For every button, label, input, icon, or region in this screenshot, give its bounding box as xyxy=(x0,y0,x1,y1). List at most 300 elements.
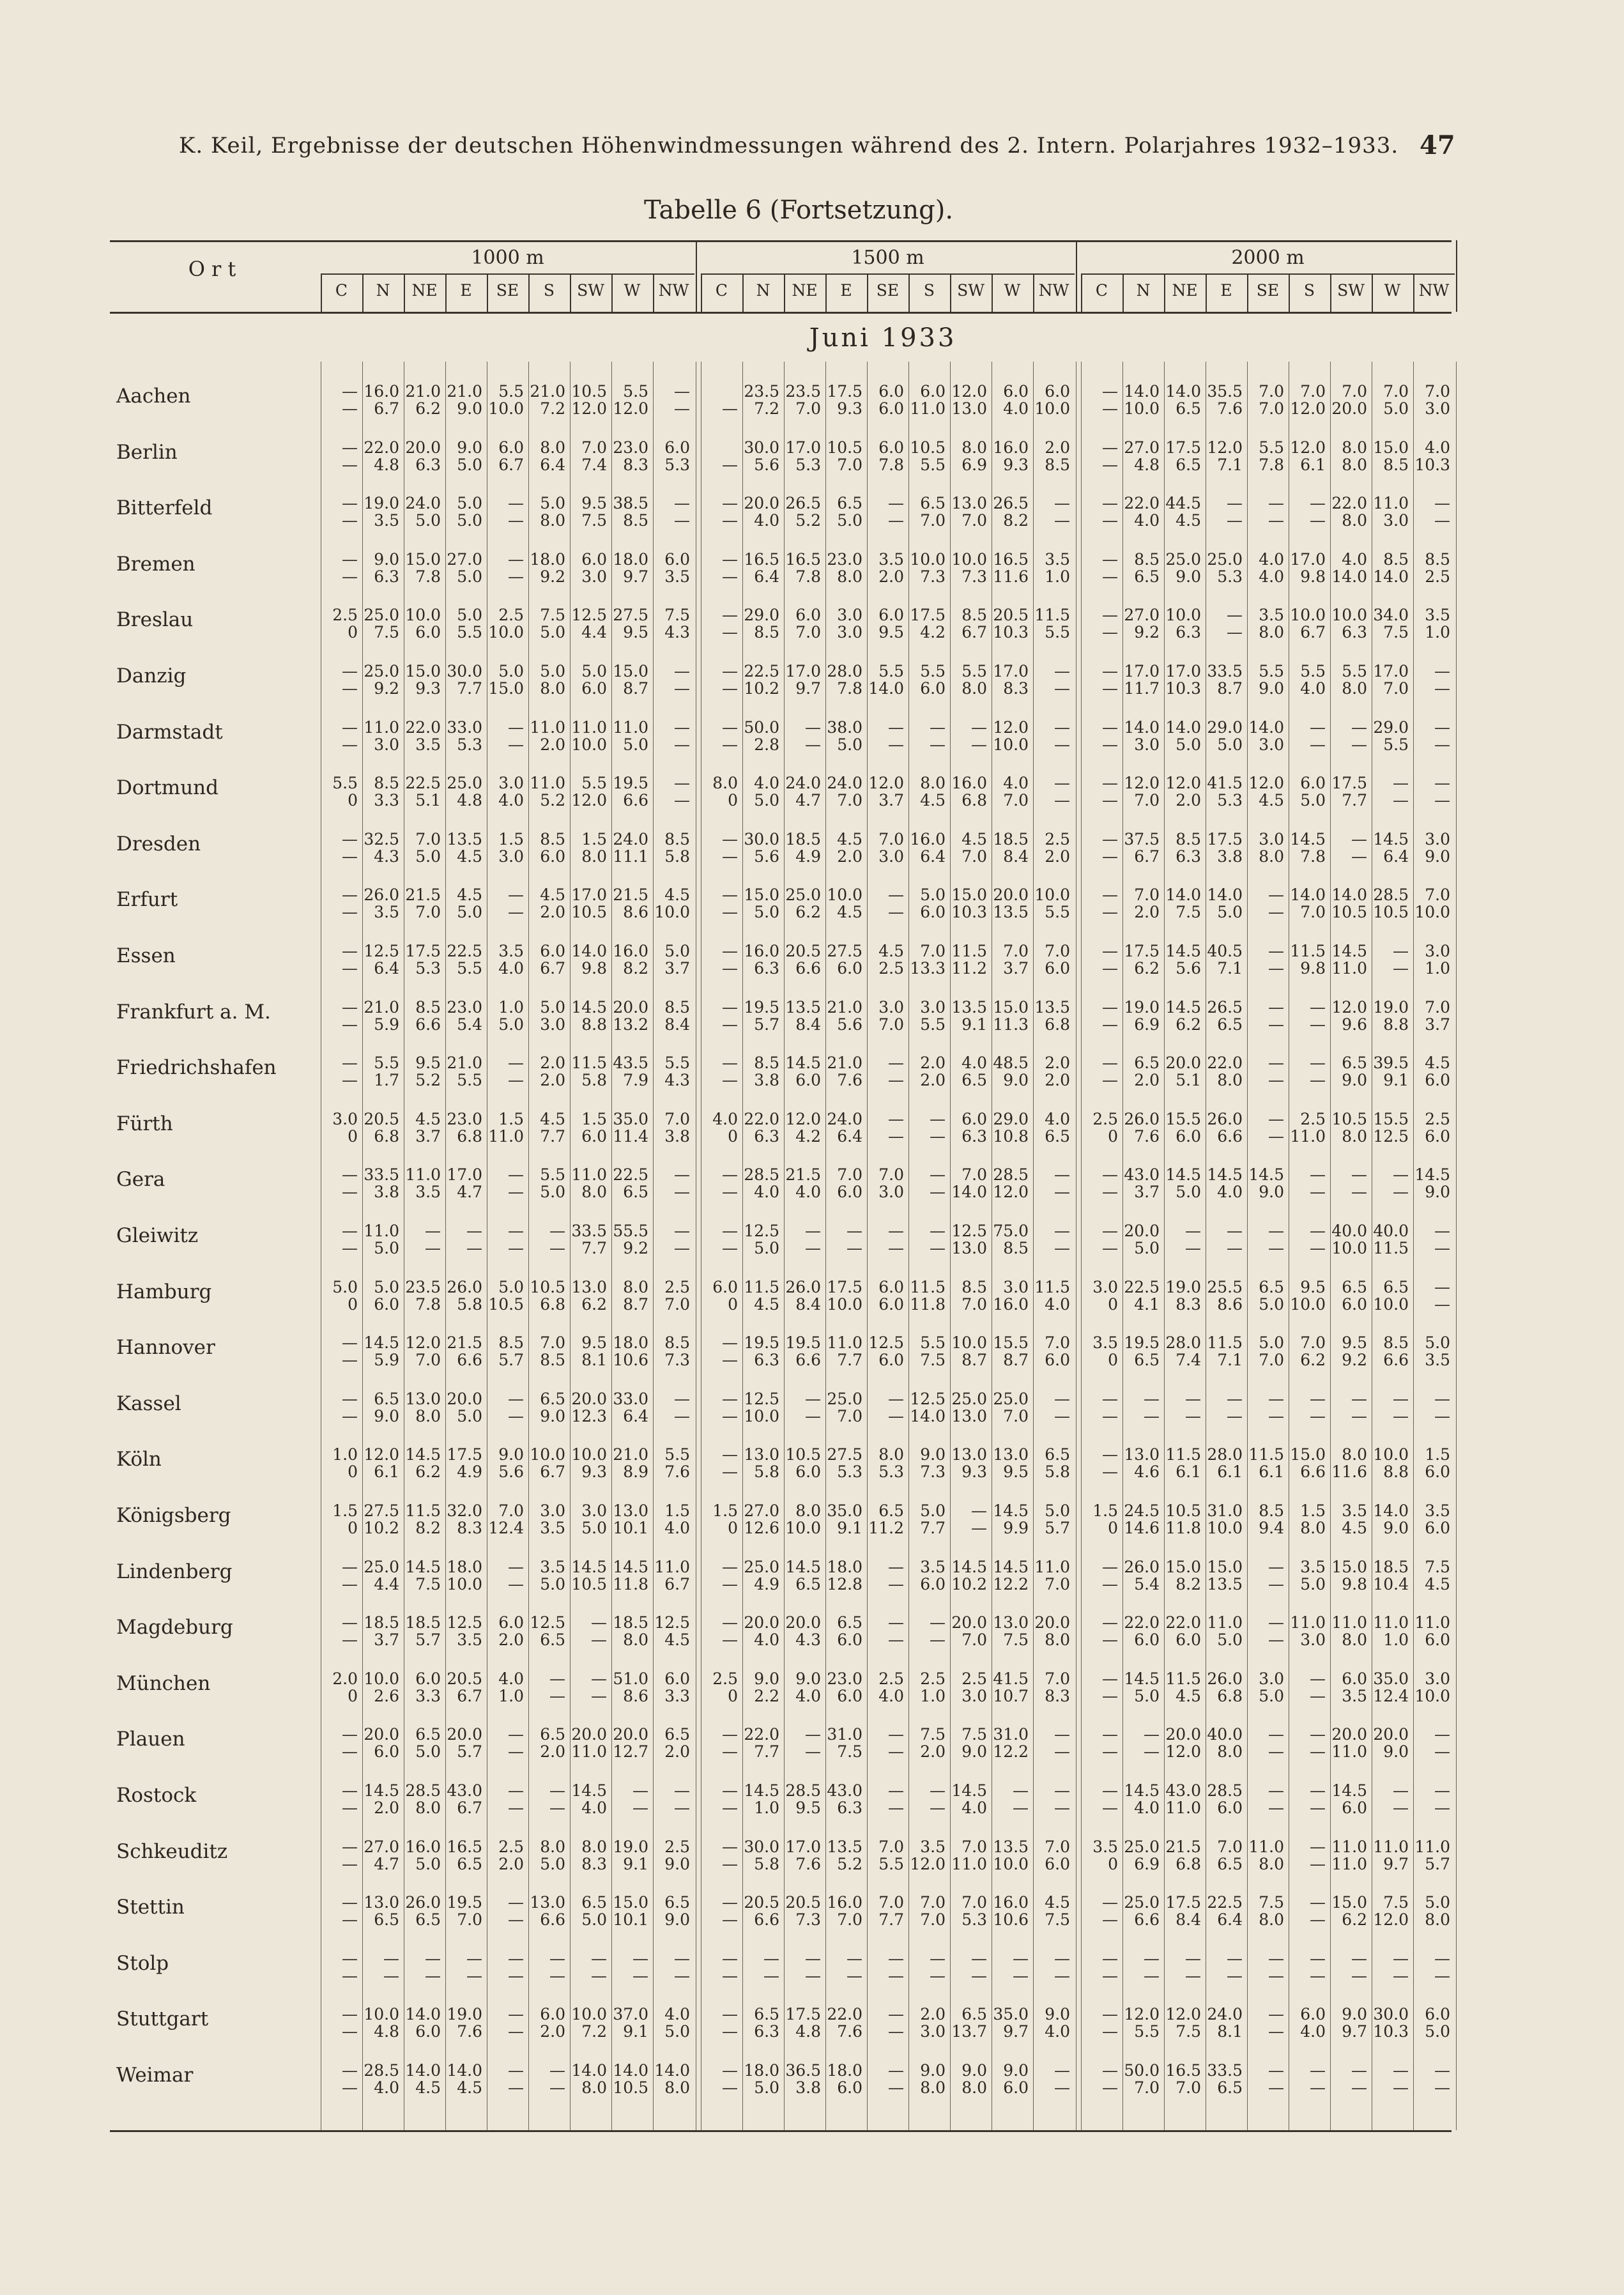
table-cell: 22.5 xyxy=(744,662,779,680)
table-cell: 14.0 xyxy=(1124,718,1160,737)
table-cell: 8.2 xyxy=(1003,511,1029,530)
table-cell: 21.5 xyxy=(1165,1837,1201,1856)
table-cell: — xyxy=(722,1631,738,1650)
table-cell: 7.7 xyxy=(457,679,482,698)
table-cell: 12.3 xyxy=(571,1406,607,1425)
table-cell: 9.3 xyxy=(837,399,862,418)
table-cell: 9.2 xyxy=(623,1239,648,1257)
table-cell: — xyxy=(1054,1165,1070,1185)
table-cell: 5.0 xyxy=(837,511,862,530)
table-cell: 35.0 xyxy=(613,1109,648,1128)
table-cell: 8.0 xyxy=(1217,1071,1243,1090)
table-cell: 13.0 xyxy=(364,1893,399,1912)
station-name xyxy=(116,1784,196,1807)
table-cell: 12.6 xyxy=(744,1519,779,1537)
table-cell: 8.0 xyxy=(1217,1742,1243,1762)
table-cell: — xyxy=(549,1686,565,1705)
table-cell: 21.0 xyxy=(530,382,565,401)
table-cell: 5.3 xyxy=(415,959,441,978)
table-cell: — xyxy=(888,886,904,905)
table-cell: 27.5 xyxy=(364,1501,399,1520)
altitude-group-label: 1500 m xyxy=(851,247,924,269)
table-cell: 11.0 xyxy=(405,1165,441,1185)
table-cell: 34.0 xyxy=(1373,606,1409,625)
table-cell: — xyxy=(1102,1893,1118,1912)
table-cell: 17.5 xyxy=(1124,942,1160,960)
station-name xyxy=(116,1448,162,1471)
table-cell: — xyxy=(930,1126,946,1146)
table-cell: 7.5 xyxy=(920,1351,946,1370)
table-cell: — xyxy=(1393,1165,1409,1185)
table-cell: 5.5 xyxy=(1300,662,1326,680)
table-cell: 7.0 xyxy=(1003,1406,1029,1425)
table-cell: 24.0 xyxy=(405,494,441,513)
table-cell: 11.0 xyxy=(1034,1557,1070,1576)
table-cell: 3.7 xyxy=(415,1126,441,1146)
table-cell: 7.0 xyxy=(415,903,441,922)
table-cell: — xyxy=(888,1631,904,1650)
table-cell: 11.6 xyxy=(993,567,1029,586)
table-cell: 8.0 xyxy=(1342,1126,1367,1146)
table-cell: 11.0 xyxy=(1290,1613,1326,1632)
table-cell: 6.5 xyxy=(581,1893,607,1912)
table-cell: — xyxy=(1102,903,1118,922)
table-cell: 8.2 xyxy=(415,1519,441,1537)
table-cell: 5.0 xyxy=(415,1742,441,1762)
table-cell: — xyxy=(971,1949,987,1968)
table-cell: 43.5 xyxy=(613,1054,648,1073)
table-cell: 41.5 xyxy=(993,1669,1029,1688)
column-divider xyxy=(825,273,827,312)
table-cell: 11.5 xyxy=(1290,942,1326,960)
table-cell: 6.4 xyxy=(837,1126,862,1146)
table-cell: 22.0 xyxy=(744,1109,779,1128)
table-cell: 6.5 xyxy=(754,2005,779,2024)
table-cell: 4.5 xyxy=(540,1109,565,1128)
table-cell: 6.0 xyxy=(837,959,862,978)
table-cell: 14.5 xyxy=(951,1781,987,1800)
table-cell: 10.3 xyxy=(951,903,987,922)
station-label: Gleiwitz xyxy=(116,1224,199,1247)
body-column-divider xyxy=(950,362,951,2130)
table-cell: 9.5 xyxy=(878,623,904,642)
table-cell: 6.3 xyxy=(754,1351,779,1370)
table-cell: — xyxy=(1434,1406,1450,1425)
table-cell: — xyxy=(1434,662,1450,680)
table-cell: 6.2 xyxy=(415,399,441,418)
table-cell: 14.0 xyxy=(1207,886,1243,905)
table-top-rule xyxy=(110,240,1452,242)
table-cell: 18.0 xyxy=(613,549,648,569)
table-cell: 21.0 xyxy=(447,382,482,401)
table-cell: 8.4 xyxy=(795,1015,821,1034)
table-cell: 2.5 xyxy=(1300,1109,1326,1128)
table-cell: 4.7 xyxy=(795,791,821,810)
table-cell: 0 xyxy=(348,1294,358,1314)
table-cell: 15.0 xyxy=(405,549,441,569)
table-cell: 4.0 xyxy=(1134,1799,1160,1817)
table-cell: — xyxy=(1268,959,1284,978)
table-cell: 2.0 xyxy=(1134,903,1160,922)
table-cell: — xyxy=(888,1725,904,1744)
table-cell: 2.5 xyxy=(878,959,904,978)
table-cell: 9.5 xyxy=(1342,1333,1367,1353)
running-head: K. Keil, Ergebnisse der deutschen Höhenwindmessungen während des 2. Intern. Polarjahres 1932–1933. xyxy=(179,133,1399,158)
table-cell: 3.3 xyxy=(415,1686,441,1705)
table-cell: — xyxy=(1054,1781,1070,1800)
table-cell: 26.0 xyxy=(785,1277,821,1296)
table-cell: 20.0 xyxy=(613,997,648,1017)
table-cell: 10.0 xyxy=(571,735,607,754)
table-cell: 19.0 xyxy=(1373,997,1409,1017)
table-cell: 6.0 xyxy=(498,438,524,457)
table-cell: 18.5 xyxy=(405,1613,441,1632)
table-cell: 14.5 xyxy=(951,1557,987,1576)
body-column-divider xyxy=(653,362,654,2130)
table-cell: — xyxy=(888,1239,904,1257)
table-cell: 30.0 xyxy=(744,438,779,457)
table-cell: 6.0 xyxy=(581,679,607,698)
table-cell: — xyxy=(466,1222,482,1240)
table-cell: 6.5 xyxy=(795,1574,821,1593)
table-cell: 6.0 xyxy=(878,382,904,401)
table-cell: 4.5 xyxy=(1342,1519,1367,1537)
table-cell: — xyxy=(1434,2061,1450,2080)
table-cell: 6.7 xyxy=(1300,623,1326,642)
table-cell: 4.5 xyxy=(878,942,904,960)
table-cell: 5.6 xyxy=(837,1015,862,1034)
table-cell: — xyxy=(888,494,904,513)
table-cell: 17.5 xyxy=(827,382,862,401)
table-cell: — xyxy=(342,1893,358,1912)
table-cell: — xyxy=(1102,1071,1118,1090)
table-cell: — xyxy=(1102,494,1118,513)
table-cell: — xyxy=(1102,1574,1118,1593)
table-cell: — xyxy=(805,1742,821,1762)
table-cell: 4.3 xyxy=(664,1071,690,1090)
table-cell: 11.5 xyxy=(951,942,987,960)
table-cell: 5.5 xyxy=(664,1445,690,1464)
table-cell: — xyxy=(722,1613,738,1632)
table-cell: 10.0 xyxy=(1165,606,1201,625)
table-cell: — xyxy=(1102,1742,1118,1762)
table-cell: 6.6 xyxy=(457,1351,482,1370)
table-cell: 6.3 xyxy=(1176,847,1201,866)
table-cell: 5.6 xyxy=(754,455,779,474)
table-cell: 28.0 xyxy=(1207,1445,1243,1464)
table-cell: 26.0 xyxy=(1207,1669,1243,1688)
table-cell: — xyxy=(1227,1966,1243,1985)
direction-header-nw: NW xyxy=(658,281,689,300)
table-cell: 4.1 xyxy=(1134,1294,1160,1314)
table-cell: 15.0 xyxy=(993,997,1029,1017)
table-cell: 3.0 xyxy=(878,1183,904,1202)
table-cell: 22.0 xyxy=(1124,1613,1160,1632)
table-cell: 4.0 xyxy=(664,1519,690,1537)
table-cell: 5.6 xyxy=(1176,959,1201,978)
table-cell: 1.5 xyxy=(581,1109,607,1128)
table-cell: 28.0 xyxy=(1165,1333,1201,1353)
table-cell: 9.9 xyxy=(1003,1519,1029,1537)
table-cell: — xyxy=(1268,1799,1284,1817)
table-cell: — xyxy=(508,1054,524,1073)
table-cell: — xyxy=(1351,718,1367,737)
table-cell: 9.5 xyxy=(415,1054,441,1073)
table-cell: — xyxy=(1144,1406,1160,1425)
table-cell: 7.0 xyxy=(1045,1333,1070,1353)
table-cell: 14.5 xyxy=(744,1781,779,1800)
table-cell: 25.0 xyxy=(827,1389,862,1408)
table-cell: 7.0 xyxy=(878,1837,904,1856)
table-cell: 13.0 xyxy=(993,1445,1029,1464)
table-cell: 6.0 xyxy=(581,549,607,569)
table-cell: 5.2 xyxy=(415,1071,441,1090)
table-cell: 7.0 xyxy=(1134,886,1160,905)
table-cell: 10.0 xyxy=(447,1574,482,1593)
table-cell: 8.0 xyxy=(961,679,987,698)
table-cell: — xyxy=(1310,1966,1326,1985)
table-cell: 33.5 xyxy=(571,1222,607,1240)
table-cell: 7.0 xyxy=(1003,942,1029,960)
table-cell: — xyxy=(1227,623,1243,642)
table-cell: — xyxy=(342,942,358,960)
table-cell: 17.0 xyxy=(993,662,1029,680)
table-cell: 11.0 xyxy=(910,399,946,418)
direction-header-sw: SW xyxy=(1337,281,1365,300)
table-cell: 8.0 xyxy=(581,1183,607,1202)
table-cell: 10.6 xyxy=(613,1351,648,1370)
table-cell: 6.9 xyxy=(961,455,987,474)
table-cell: 2.0 xyxy=(540,1054,565,1073)
table-cell: 7.8 xyxy=(795,567,821,586)
table-cell: 6.8 xyxy=(961,791,987,810)
table-cell: — xyxy=(722,494,738,513)
table-cell: 12.0 xyxy=(1290,399,1326,418)
table-cell: 9.5 xyxy=(581,1333,607,1353)
table-cell: 19.5 xyxy=(785,1333,821,1353)
table-cell: — xyxy=(591,1631,607,1650)
table-cell: 18.5 xyxy=(364,1613,399,1632)
table-cell: — xyxy=(1434,1949,1450,1968)
table-cell: 30.0 xyxy=(447,662,482,680)
table-cell: 4.0 xyxy=(795,1183,821,1202)
table-cell: 13.5 xyxy=(827,1837,862,1856)
table-cell: 13.5 xyxy=(951,997,987,1017)
table-cell: 9.5 xyxy=(795,1799,821,1817)
table-cell: 14.5 xyxy=(1165,942,1201,960)
table-cell: 9.5 xyxy=(581,494,607,513)
table-cell: — xyxy=(1434,1222,1450,1240)
table-cell: — xyxy=(722,886,738,905)
table-cell: 25.0 xyxy=(993,1389,1029,1408)
direction-header-c: C xyxy=(335,281,348,300)
table-cell: — xyxy=(1268,997,1284,1017)
table-cell: 4.5 xyxy=(664,886,690,905)
table-cell: — xyxy=(1310,1222,1326,1240)
table-cell: — xyxy=(1144,1742,1160,1762)
table-cell: — xyxy=(508,1222,524,1240)
table-cell: 4.5 xyxy=(457,2078,482,2097)
station-name xyxy=(116,1392,181,1415)
table-cell: 5.5 xyxy=(374,1054,399,1073)
table-cell: 1.5 xyxy=(498,829,524,848)
table-cell: 6.0 xyxy=(1045,382,1070,401)
table-cell: 22.5 xyxy=(447,942,482,960)
table-cell: — xyxy=(1351,1949,1367,1968)
table-cell: 20.0 xyxy=(447,1725,482,1744)
table-cell: 3.0 xyxy=(540,1501,565,1520)
table-cell: 11.0 xyxy=(1373,1613,1409,1632)
table-cell: 7.0 xyxy=(1300,382,1326,401)
table-cell: 20.0 xyxy=(951,1613,987,1632)
table-cell: 4.5 xyxy=(1259,791,1284,810)
table-cell: 10.0 xyxy=(405,606,441,625)
table-cell: — xyxy=(1185,1389,1201,1408)
table-cell: 6.1 xyxy=(374,1462,399,1482)
table-cell: 3.5 xyxy=(1259,606,1284,625)
table-cell: 10.0 xyxy=(1331,1239,1367,1257)
table-cell: 10.0 xyxy=(951,549,987,569)
table-cell: 19.5 xyxy=(613,774,648,793)
table-cell: 9.0 xyxy=(1045,2005,1070,2024)
table-cell: 10.5 xyxy=(571,382,607,401)
table-cell: 5.0 xyxy=(457,903,482,922)
table-cell: 9.0 xyxy=(1383,1742,1409,1762)
table-cell: — xyxy=(1393,1183,1409,1202)
table-cell: — xyxy=(1393,774,1409,793)
table-cell: 18.0 xyxy=(447,1557,482,1576)
table-cell: 6.0 xyxy=(540,2005,565,2024)
table-cell: 22.5 xyxy=(1124,1277,1160,1296)
table-cell: — xyxy=(508,2078,524,2097)
table-cell: 9.4 xyxy=(1259,1519,1284,1537)
table-cell: 22.0 xyxy=(744,1725,779,1744)
table-cell: 15.0 xyxy=(613,1893,648,1912)
table-cell: 6.1 xyxy=(1176,1462,1201,1482)
table-cell: 4.4 xyxy=(374,1574,399,1593)
table-cell: 6.8 xyxy=(1217,1686,1243,1705)
altitude-group-label: 1000 m xyxy=(471,247,544,269)
table-cell: 9.7 xyxy=(1383,1854,1409,1873)
station-label: Plauen xyxy=(116,1728,185,1751)
table-cell: — xyxy=(1102,567,1118,586)
table-cell: 6.4 xyxy=(374,959,399,978)
table-cell: — xyxy=(1268,2061,1284,2080)
table-cell: 20.0 xyxy=(364,1725,399,1744)
table-cell: 10.5 xyxy=(571,1574,607,1593)
table-cell: 4.7 xyxy=(374,1854,399,1873)
table-cell: — xyxy=(805,1222,821,1240)
table-cell: — xyxy=(722,1799,738,1817)
table-cell: 7.0 xyxy=(1425,997,1450,1017)
table-cell: 14.5 xyxy=(1165,1165,1201,1185)
table-cell: — xyxy=(1310,1837,1326,1856)
table-cell: — xyxy=(1102,1222,1118,1240)
table-cell: 16.0 xyxy=(993,1294,1029,1314)
table-cell: 6.0 xyxy=(837,1183,862,1202)
table-cell: 9.0 xyxy=(1003,1071,1029,1090)
table-cell: 6.0 xyxy=(1045,1854,1070,1873)
table-cell: — xyxy=(722,1949,738,1968)
table-cell: 20.0 xyxy=(1124,1222,1160,1240)
table-cell: 2.0 xyxy=(540,903,565,922)
table-cell: 8.0 xyxy=(623,1277,648,1296)
table-cell: — xyxy=(805,1239,821,1257)
table-cell: 75.0 xyxy=(993,1222,1029,1240)
table-cell: — xyxy=(632,1799,648,1817)
table-cell: 14.5 xyxy=(993,1501,1029,1520)
table-cell: 4.5 xyxy=(415,1109,441,1128)
table-cell: 7.0 xyxy=(837,455,862,474)
table-cell: 14.5 xyxy=(364,1781,399,1800)
table-cell: 17.0 xyxy=(785,1837,821,1856)
table-cell: — xyxy=(1102,1781,1118,1800)
table-cell: 8.0 xyxy=(623,1631,648,1650)
table-cell: 7.3 xyxy=(920,1462,946,1482)
table-cell: 2.5 xyxy=(1045,829,1070,848)
table-cell: — xyxy=(508,1966,524,1985)
table-cell: — xyxy=(1434,1781,1450,1800)
column-divider xyxy=(487,273,488,312)
table-cell: 4.2 xyxy=(920,623,946,642)
table-cell: 1.5 xyxy=(1092,1501,1118,1520)
table-cell: 20.0 xyxy=(447,1389,482,1408)
table-cell: — xyxy=(383,1949,399,1968)
table-cell: 6.0 xyxy=(1342,1294,1367,1314)
table-cell: 38.5 xyxy=(613,494,648,513)
table-cell: — xyxy=(1013,1799,1029,1817)
table-cell: — xyxy=(508,718,524,737)
table-cell: — xyxy=(1393,2061,1409,2080)
table-cell: 21.5 xyxy=(447,1333,482,1353)
table-cell: 20.0 xyxy=(744,1613,779,1632)
table-cell: 3.7 xyxy=(878,791,904,810)
table-cell: 6.5 xyxy=(623,1183,648,1202)
table-cell: — xyxy=(1351,2061,1367,2080)
body-column-divider xyxy=(362,362,363,2130)
table-cell: 26.5 xyxy=(993,494,1029,513)
table-cell: — xyxy=(1013,1949,1029,1968)
table-cell: 8.2 xyxy=(623,959,648,978)
table-cell: 12.0 xyxy=(1331,997,1367,1017)
table-cell: 21.5 xyxy=(785,1165,821,1185)
table-cell: 8.7 xyxy=(623,679,648,698)
table-cell: 5.0 xyxy=(457,567,482,586)
table-cell: — xyxy=(342,438,358,457)
table-cell: 6.1 xyxy=(1217,1462,1243,1482)
table-cell: — xyxy=(342,829,358,848)
table-cell: — xyxy=(722,1445,738,1464)
table-cell: — xyxy=(1434,1742,1450,1762)
table-cell: 20.5 xyxy=(785,1893,821,1912)
table-cell: 5.0 xyxy=(754,1239,779,1257)
table-cell: 7.3 xyxy=(961,567,987,586)
table-cell: 7.7 xyxy=(754,1742,779,1762)
table-cell: 3.8 xyxy=(1217,847,1243,866)
table-cell: 19.5 xyxy=(1124,1333,1160,1353)
table-cell: 7.0 xyxy=(837,1165,862,1185)
table-cell: 7.2 xyxy=(581,2022,607,2041)
table-cell: 6.0 xyxy=(1425,2005,1450,2024)
table-cell: 10.0 xyxy=(910,549,946,569)
table-cell: 5.1 xyxy=(1176,1071,1201,1090)
table-cell: 7.7 xyxy=(920,1519,946,1537)
table-cell: — xyxy=(930,1165,946,1185)
table-cell: — xyxy=(1268,1126,1284,1146)
table-cell: — xyxy=(342,886,358,905)
station-label: Essen xyxy=(116,944,176,967)
table-cell: — xyxy=(888,1799,904,1817)
